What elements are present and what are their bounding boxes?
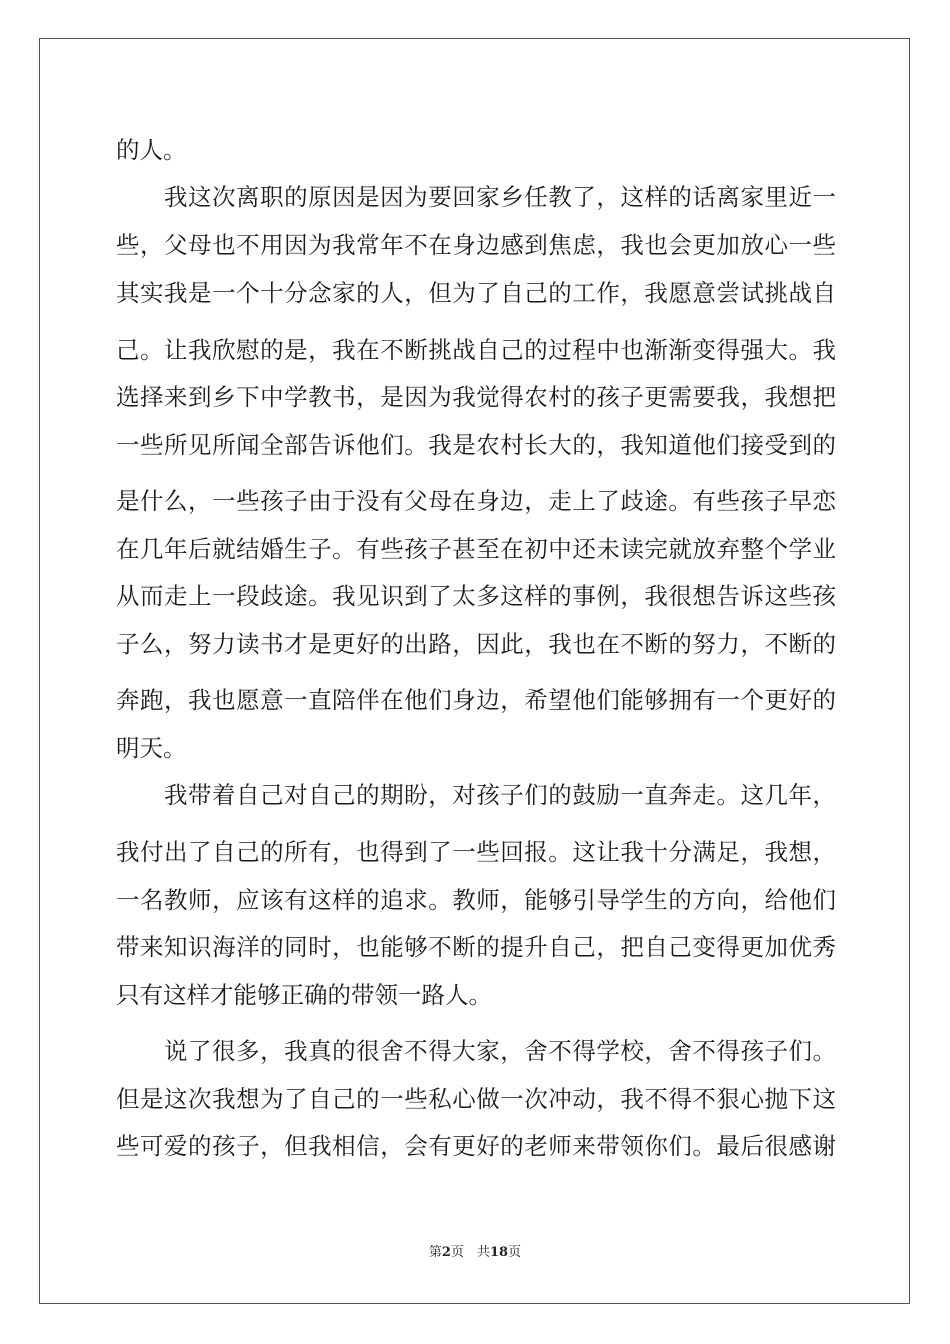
- page-unit: 页: [450, 1245, 464, 1260]
- text-line: 在几年后就结婚生子。有些孩子甚至在初中还未读完就放弃整个学业: [116, 535, 836, 563]
- text-line: 一些所见所闻全部告诉他们。我是农村长大的，我知道他们接受到的: [116, 431, 836, 459]
- page-prefix: 第: [428, 1245, 442, 1260]
- total-pages: 18: [490, 1245, 509, 1260]
- text-line: 奔跑，我也愿意一直陪伴在他们身边，希望他们能够拥有一个更好的: [116, 686, 836, 714]
- total-unit: 页: [508, 1245, 522, 1260]
- text-line: 从而走上一段歧途。我见识到了太多这样的事例，我很想告诉这些孩: [116, 582, 836, 610]
- text-line: 带来知识海洋的同时，也能够不断的提升自己，把自己变得更加优秀: [116, 933, 836, 961]
- paragraph-start-line: 我带着自己对自己的期盼，对孩子们的鼓励一直奔走。这几年，: [164, 781, 836, 809]
- text-line: 己。让我欣慰的是，我在不断挑战自己的过程中也渐渐变得强大。我: [116, 336, 836, 364]
- text-line: 是什么，一些孩子由于没有父母在身边，走上了歧途。有些孩子早恋: [116, 487, 836, 515]
- text-line: 明天。: [116, 734, 187, 762]
- text-line: 选择来到乡下中学教书，是因为我觉得农村的孩子更需要我，我想把: [116, 383, 836, 411]
- text-line: 其实我是一个十分念家的人，但为了自己的工作，我愿意尝试挑战自: [116, 279, 836, 307]
- text-line: 只有这样才能够正确的带领一路人。: [116, 981, 492, 1009]
- text-line: 子么，努力读书才是更好的出路，因此，我也在不断的努力，不断的: [116, 630, 836, 658]
- text-line: 的人。: [116, 136, 187, 164]
- paragraph-start-line: 说了很多，我真的很舍不得大家，舍不得学校，舍不得孩子们。: [164, 1037, 836, 1065]
- text-line: 些可爱的孩子，但我相信，会有更好的老师来带领你们。最后很感谢: [116, 1132, 836, 1160]
- text-line: 但是这次我想为了自己的一些私心做一次冲动，我不得不狠心抛下这: [116, 1085, 836, 1113]
- paragraph-start-line: 我这次离职的原因是因为要回家乡任教了，这样的话离家里近一: [164, 183, 836, 211]
- total-prefix: 共: [476, 1245, 490, 1260]
- page-footer: [0, 1243, 950, 1263]
- text-line: 我付出了自己的所有，也得到了一些回报。这让我十分满足，我想，: [116, 838, 836, 866]
- text-line: 一名教师，应该有这样的追求。教师，能够引导学生的方向，给他们: [116, 886, 836, 914]
- page-number: 2: [441, 1245, 451, 1260]
- text-line: 些，父母也不用因为我常年不在身边感到焦虑，我也会更加放心一些: [116, 231, 836, 259]
